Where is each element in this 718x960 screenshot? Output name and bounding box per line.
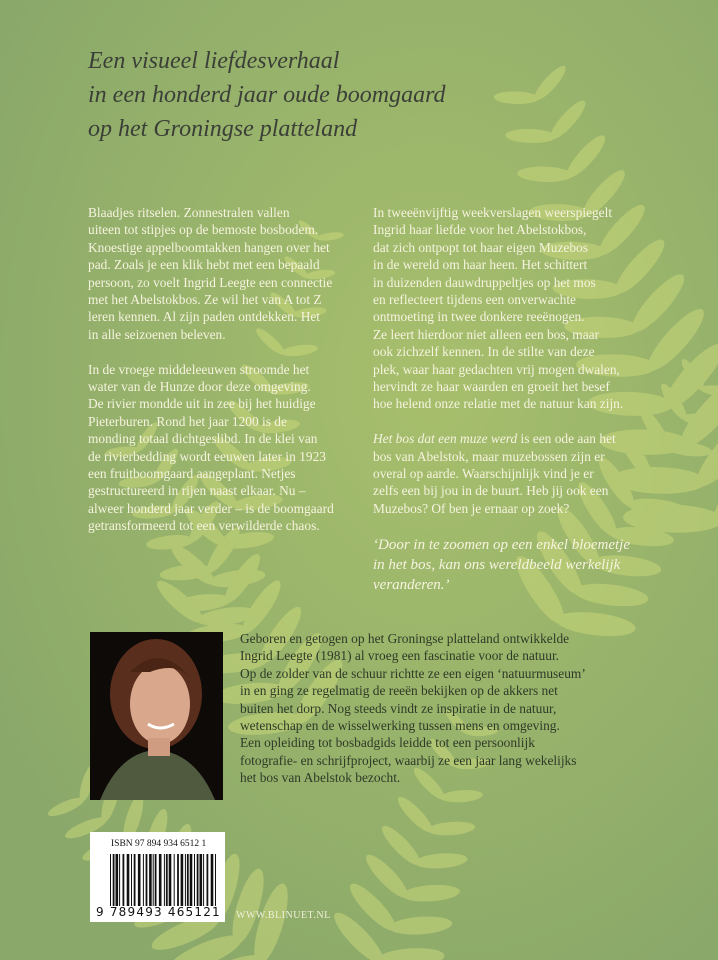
- barcode-bar: [119, 854, 120, 906]
- cover-tagline: [88, 44, 446, 146]
- text-line: Ingrid haar liefde voor het Abelstokbos,: [373, 222, 587, 238]
- barcode-bars: [110, 854, 218, 906]
- barcode-bar: [138, 854, 141, 906]
- text-line: hoe helend onze relatie met de natuur kan zijn.: [373, 396, 624, 412]
- text-line: Pieterburen. Rond het jaar 1200 is de: [88, 413, 287, 429]
- tagline-line: in een honderd jaar oude boomgaard: [88, 82, 446, 108]
- text-line: ook zichzelf kennen. In de stilte van deze: [373, 344, 595, 360]
- bio-line: fotografie- en schrijfproject, waarbij ze een jaar lang wekelijks: [240, 752, 577, 768]
- isbn-barcode: [90, 832, 225, 922]
- barcode-bar: [113, 854, 115, 906]
- bio-line: Geboren en getogen op het Groningse platteland ontwikkelde: [240, 631, 570, 646]
- barcode-bar: [200, 854, 203, 906]
- barcode-bar: [174, 854, 175, 906]
- barcode-bar: [166, 854, 168, 906]
- book-title: Het bos dat een muze werd: [373, 431, 518, 447]
- barcode-bar: [177, 854, 179, 906]
- bio-line: in en ging ze regelmatig de reeën bekijken op de akkers net: [240, 683, 558, 699]
- text-line: zelfs een bij jou in de buurt. Heb jij ook een: [373, 483, 609, 499]
- quote-line: veranderen.’: [373, 576, 450, 593]
- author-photo: [90, 632, 223, 800]
- barcode-bar: [185, 854, 186, 906]
- barcode-bar: [197, 854, 199, 906]
- bio-line: het bos van Abelstok bezocht.: [240, 770, 401, 786]
- text-line: gestructureerd in rijen naast elkaar. Nu –: [88, 483, 306, 499]
- text-line: In tweeënvijftig weekverslagen weerspiegelt: [373, 205, 613, 220]
- paragraph-weekly-reports: [373, 204, 630, 413]
- text-line: plek, waar haar gedachten vrij mogen dwalen,: [373, 361, 620, 377]
- text-line: dat zich ontpopt tot haar eigen Muzebos: [373, 239, 588, 255]
- paragraph-history: [88, 361, 334, 535]
- bio-line: Een opleiding tot bosbadgids leidde tot een persoonlijk: [240, 735, 535, 751]
- text-line: leren kennen. Al zijn paden ontdekken. Het: [88, 309, 321, 325]
- bio-line: Ingrid Leegte (1981) al vroeg een fascinatie voor de natuur.: [240, 648, 560, 664]
- text-line: alweer honderd jaar verder – is de boomgaard: [88, 500, 334, 516]
- text-line: in de wereld om haar heen. Het schittert: [373, 257, 588, 273]
- left-column: [88, 204, 334, 552]
- quote-line: in het bos, kan ons wereldbeeld werkelijk: [373, 556, 621, 573]
- text-line: ontmoeting in twee donkere reeënogen.: [373, 309, 585, 325]
- barcode-bar: [131, 854, 132, 906]
- right-column: [373, 204, 630, 612]
- barcode-bar: [134, 854, 136, 906]
- barcode-bar: [146, 854, 148, 906]
- barcode-bar: [207, 854, 209, 906]
- publisher-url: WWW.BLINUET.NL: [236, 910, 331, 921]
- text-line: in alle seizoenen beleven.: [88, 326, 226, 342]
- barcode-bar: [181, 854, 184, 906]
- barcode-bar: [116, 854, 119, 906]
- text-line: hervindt ze haar waarden en groeit het besef: [373, 379, 610, 395]
- barcode-bar: [143, 854, 144, 906]
- tagline-line: op het Groningse platteland: [88, 116, 358, 142]
- barcode-bar: [110, 854, 111, 906]
- text-line: Blaadjes ritselen. Zonnestralen vallen: [88, 205, 290, 220]
- text-line: bos van Abelstok, maar muzebossen zijn er: [373, 448, 605, 464]
- barcode-bar: [155, 854, 157, 906]
- isbn-label: ISBN 97 894 934 6512 1: [111, 839, 207, 849]
- barcode-bar: [190, 854, 193, 906]
- barcode-bar: [169, 854, 172, 906]
- barcode-digits: 9 789493 465121: [96, 905, 221, 919]
- barcode-bar: [203, 854, 204, 906]
- bio-line: Op de zolder van de schuur richtte ze een eigen ‘natuurmuseum’: [240, 665, 586, 681]
- text-line: overal op aarde. Waarschijnlijk vind je er: [373, 466, 594, 482]
- barcode-bar: [215, 854, 216, 906]
- text-line: uiteen tot stipjes op de bemoste bosbodem.: [88, 222, 319, 238]
- text-line: In de vroege middeleeuwen stroomde het: [88, 361, 310, 377]
- barcode-bar: [159, 854, 162, 906]
- barcode-bar: [127, 854, 130, 906]
- text-line: met het Abelstokbos. Ze wil het van A tot Z: [88, 292, 322, 308]
- text-line: persoon, zo voelt Ingrid Leegte een connectie: [88, 274, 333, 290]
- barcode-bar: [164, 854, 165, 906]
- paragraph-intro: [88, 204, 334, 343]
- barcode-bar: [211, 854, 214, 906]
- text-line: monding totaal dichtgeslibd. In de klei van: [88, 431, 318, 447]
- text-line: De rivier mondde uit in zee bij het huidige: [88, 396, 316, 412]
- barcode-bar: [123, 854, 125, 906]
- quote: [373, 535, 630, 595]
- text-line: Muzebos? Of ben je ernaar op zoek?: [373, 500, 570, 516]
- text-line: in duizenden dauwdruppeltjes op het mos: [373, 274, 596, 290]
- text-line: getransformeerd tot een verwilderde chaos.: [88, 518, 320, 534]
- text-line: en reflecteert tijdens een onverwachte: [373, 292, 576, 308]
- paragraph-book-description: Het bos dat een muze werd is een ode aan het bos van Abelstok, maar muzebossen zijn er overal op aarde. Waarschijnlijk vind je er zelfs een bij jou in de buurt. Heb jij ook een Muzebos? Of ben je ernaar op zoek?: [373, 430, 630, 517]
- bio-line: wetenschap en de wisselwerking tussen mens en omgeving.: [240, 718, 560, 734]
- text-line: Knoestige appelboomtakken hangen over het: [88, 239, 330, 255]
- author-bio: [240, 630, 586, 787]
- text-line: Ze leert hierdoor niet alleen een bos, maar: [373, 326, 600, 342]
- text-line: de rivierbedding wordt eeuwen later in 1923: [88, 448, 326, 464]
- text-line: water van de Hunze door deze omgeving.: [88, 379, 311, 395]
- bio-line: buiten het dorp. Nog steeds vindt ze inspiratie in de natuur,: [240, 700, 557, 716]
- barcode-bar: [153, 854, 154, 906]
- barcode-bar: [187, 854, 189, 906]
- quote-line: ‘Door in te zoomen op een enkel bloemetje: [373, 536, 630, 553]
- barcode-bar: [149, 854, 152, 906]
- barcode-bar: [194, 854, 195, 906]
- tagline-line: Een visueel liefdesverhaal: [88, 48, 340, 74]
- text-line: pad. Zoals je een klik hebt met een bepaald: [88, 257, 320, 273]
- text-line: een fruitboomgaard aangeplant. Netjes: [88, 466, 296, 482]
